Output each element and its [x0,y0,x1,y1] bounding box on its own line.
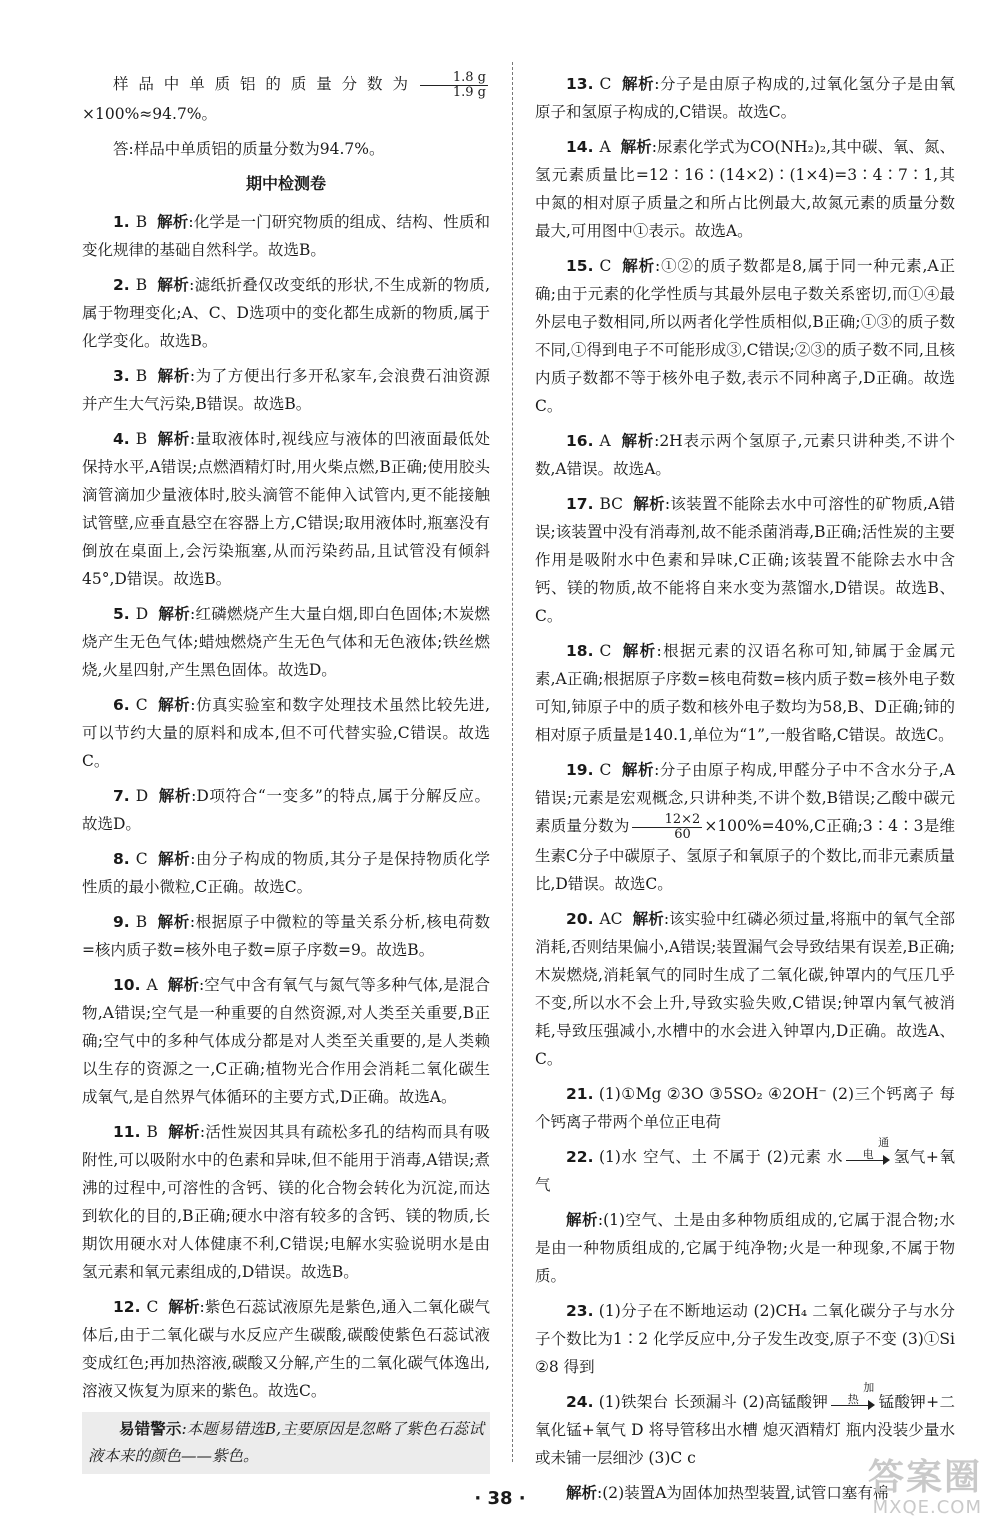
watermark-logo: 答案圈 MXQE.COM [867,1457,982,1518]
right-column [535,70,955,1514]
question-20: 20. AC 解析:该实验中红磷必须过量,将瓶中的氧气全部消耗,否则结果偏小,A错误;装置漏气会导致结果有误差,B正确;木炭燃烧,消耗氧气的同时生成了二氧化碳,钟罩内的气压几乎不变,所以水不会上升,导致实验失败,C错误;钟罩内氧气被消耗,导致压强减小,水槽中的水会进入钟罩内,D正确。故选A、C。 [535,909,955,1068]
question-6: 6. C 解析:仿真实验室和数字处理技术虽然比较先进,可以节约大量的原料和成本,但不可代替实验,C错误。故选C。 [82,695,490,770]
reaction-arrow-icon: 加热 [831,1397,875,1409]
question-10: 10. A 解析:空气中含有氧气与氮气等多种气体,是混合物,A错误;空气是一种重要的自然资源,对人类至关重要,B正确;空气中的多种气体成分都是对人类至关重要的,是人类赖以生存的资源之一,C正确;植物光合作用会消耗二氧化碳生成氧气,是自然界气体循环的主要方式,D正确。故选A。 [82,975,490,1106]
error-warning-box: 易错警示:本题易错选B,主要原因是忽略了紫色石蕊试液本来的颜色——紫色。 [82,1412,490,1474]
question-22: 22. (1)水 空气、土 不属于 (2)元素 水 通电 氢气+氧气 [535,1135,956,1194]
column-divider [512,62,513,1462]
page-number: · 38 · [474,1488,526,1509]
prev-answer-conclusion: 答:样品中单质铝的质量分数为94.7%。 [113,139,385,158]
question-1: 1. B 解析:化学是一门研究物质的组成、结构、性质和变化规律的基础自然科学。故选B。 [82,212,490,259]
question-18: 18. C 解析:根据元素的汉语名称可知,铈属于金属元素,A正确;根据原子序数=核电荷数=核内质子数=核外电子数可知,铈原子中的质子数和核外电子数均为58,B、D正确;铈的相对原子质量是140.1,单位为“1”,一般省略,C错误。故选C。 [535,642,955,744]
question-8: 8. C 解析:由分子构成的物质,其分子是保持物质化学性质的最小微粒,C正确。故选C。 [82,849,490,896]
question-7: 7. D 解析:D项符合“一变多”的特点,属于分解反应。故选D。 [82,786,490,833]
fraction: $\frac{12\times 2}{60}$ [632,813,703,842]
question-3: 3. B 解析:为了方便出行多开私家车,会浪费石油资源并产生大气污染,B错误。故选B。 [82,366,490,413]
question-11: 11. B 解析:活性炭因其具有疏松多孔的结构而具有吸附性,可以吸附水中的色素和异味,但不能用于消毒,A错误;煮沸的过程中,可溶性的含钙、镁的化合物会转化为沉淀,而达到软化的目的,B正确;硬水中溶有较多的含钙、镁的物质,长期饮用硬水对人体健康不利,C错误;电解水实验说明水是由氢元素和氧元素组成的,D错误。故选B。 [82,1122,490,1281]
left-column [82,70,490,1481]
question-9: 9. B 解析:根据原子中微粒的等量关系分析,核电荷数=核内质子数=核外电子数=原子序数=9。故选B。 [82,912,490,959]
question-12: 12. C 解析:紫色石蕊试液原先是紫色,通入二氧化碳气体后,由于二氧化碳与水反应产生碳酸,碳酸使紫色石蕊试液变成红色;再加热溶液,碳酸又分解,产生的二氧化碳气体逸出,溶液又恢复为原来的紫色。故选C。 [82,1297,490,1400]
question-16: 16. A 解析:2H表示两个氢原子,元素只讲种类,不讲个数,A错误。故选A。 [535,432,955,478]
reaction-arrow-icon: 通电 [846,1152,890,1164]
question-15: 15. C 解析:①②的质子数都是8,属于同一种元素,A正确;由于元素的化学性质与其最外层电子数关系密切,而①④最外层电子数相同,所以两者化学性质相似,B正确;①③的质子数不同,①得到电子不可能形成③,C错误;②③的质子数不同,且核内质子数都不等于核外电子数,表示不同种离子,D正确。故选C。 [535,257,955,415]
question-2: 2. B 解析:滤纸折叠仅改变纸的形状,不生成新的物质,属于物理变化;A、C、D选项中的变化都生成新的物质,属于化学变化。故选B。 [82,275,490,350]
question-22-analysis: 解析:(1)空气、土是由多种物质组成的,它属于混合物;水是由一种物质组成的,它属于纯净物;火是一种现象,不属于物质。 [535,1210,955,1285]
question-17: 17. BC 解析:该装置不能除去水中可溶性的矿物质,A错误;该装置中没有消毒剂,故不能杀菌消毒,B正确;活性炭的主要作用是吸附水中色素和异味,C正确;该装置不能除去水中含钙、镁的物质,故不能将自来水变为蒸馏水,D错误。故选B、C。 [535,495,955,625]
section-title: 期中检测卷 [245,173,326,193]
question-19: 19. C 解析:分子由原子构成,甲醛分子中不含水分子,A错误;元素是宏观概念,只讲种类,不讲个数,B错误;乙酸中碳元素质量分数为 $\frac{12\times 2}{60}$ ×100%=40%,C正确;3∶4∶3是维生素C分子中碳原子、氢原子和氧原子的个数比,而非元素质量比,D错误。故选C。 [535,761,955,893]
question-23: 23. (1)分子在不断地运动 (2)CH₄ 二氧化碳分子与水分子个数比为1∶2 化学反应中,分子发生改变,原子不变 (3)①Si ②8 得到 [535,1301,956,1376]
question-24-analysis: 解析:(2)装置A为固体加热型装置,试管口塞有棉 [566,1483,889,1502]
question-24: 24. (1)铁架台 长颈漏斗 (2)高锰酸钾 加热 锰酸钾+二氧化锰+氧气 D 将导管移出水槽 熄灭酒精灯 瓶内没装少量水或未铺一层细沙 (3)C c [535,1380,955,1467]
question-5: 5. D 解析:红磷燃烧产生大量白烟,即白色固体;木炭燃烧产生无色气体;蜡烛燃烧产生无色气体和无色液体;铁丝燃烧,火星四射,产生黑色固体。故选D。 [82,604,490,679]
question-21: 21. (1)①Mg ②3O ③5SO₂ ④2OH⁻ (2)三个钙离子 每个钙离子带两个单位正电荷 [535,1084,955,1131]
prev-answer-line: 样品中单质铝的质量分数为 $\frac{1.8 g}{1.9 g}$ ×100%≈94.7%。 [82,69,486,123]
fraction: $\frac{1.8 g}{1.9 g}$ [420,71,488,100]
question-13: 13. C 解析:分子是由原子构成的,过氧化氢分子是由氧原子和氢原子构成的,C错误。故选C。 [535,75,955,121]
question-4: 4. B 解析:量取液体时,视线应与液体的凹液面最低处保持水平,A错误;点燃酒精灯时,用火柴点燃,B正确;使用胶头滴管滴加少量液体时,胶头滴管不能伸入试管内,更不能接触试管壁,应垂直悬空在容器上方,C错误;取用液体时,瓶塞没有倒放在桌面上,会污染瓶塞,从而污染药品,且试管没有倾斜45°,D错误。故选B。 [82,429,490,588]
question-14: 14. A 解析:尿素化学式为CO(NH₂)₂,其中碳、氧、氮、氢元素质量比=12∶16∶(14×2)∶(1×4)=3∶4∶7∶1,其中氮的相对原子质量之和所占比例最大,故氮元素的质量分数最大,可用图中①表示。故选A。 [535,138,956,240]
